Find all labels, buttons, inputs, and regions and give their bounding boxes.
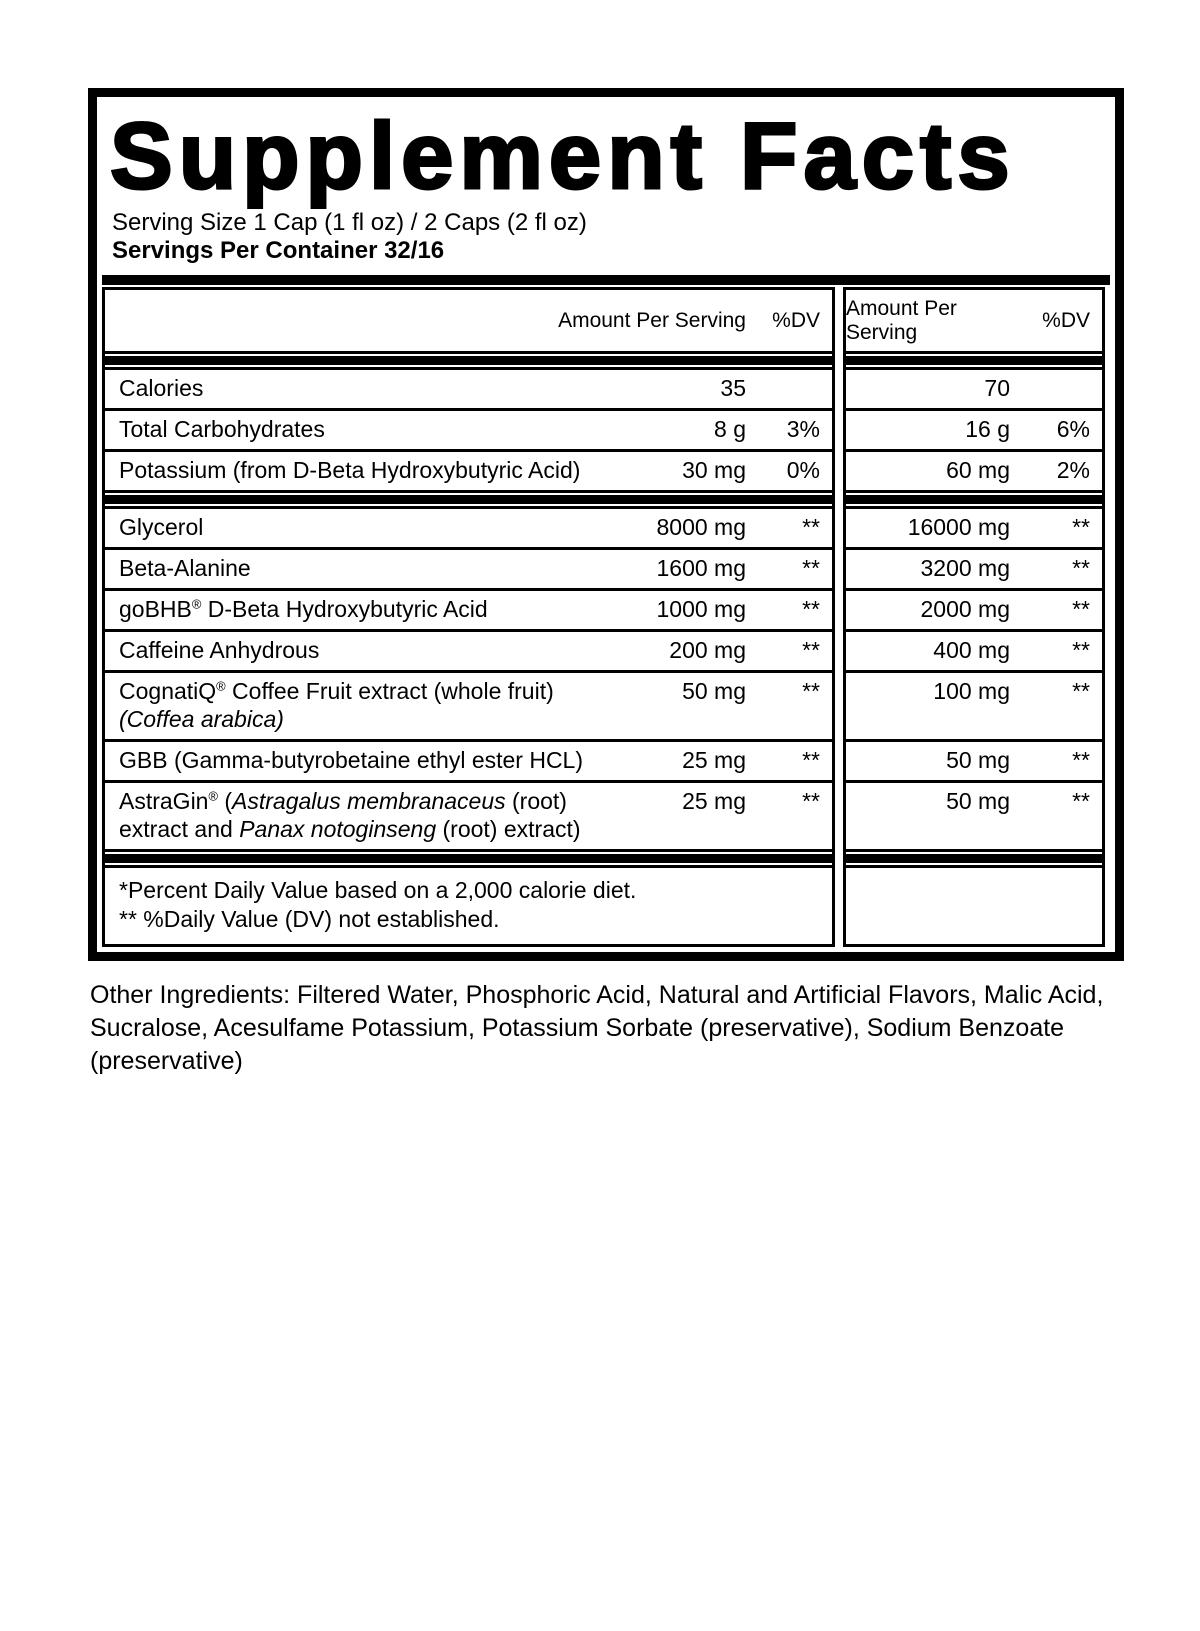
registered-mark: ® [216,678,226,694]
registered-mark: ® [191,596,202,612]
section-divider [102,493,835,506]
label-text: Astragalus membranaceus [232,788,506,814]
amount-value: 400 mg [933,637,1010,663]
table-row-serving1 [102,742,835,783]
percent-dv-header: %DV [772,309,820,332]
title-divider-rule [102,275,1110,285]
table-row-serving2 [843,452,1105,493]
ingredient-label [105,415,626,443]
label-text: (root) extract) [436,816,581,842]
thick-rule [846,356,1102,365]
table-row-serving1 [102,367,835,411]
amount-value: 35 [720,375,746,401]
label-text: goBHB [119,596,192,622]
amount-value: 16 g [965,416,1010,442]
label-text: Panax notoginseng [239,816,437,842]
table-row-serving1 [102,550,835,591]
dv-value: ** [802,514,820,540]
ingredient-label [105,456,626,484]
dv-value: 2% [1056,457,1090,483]
label-text: Caffeine Anhydrous [119,637,320,663]
panel-title: Supplement Facts [110,103,1016,208]
ingredient-label [105,746,626,774]
facts-table [102,287,1110,947]
amount-value: 70 [984,375,1010,401]
ingredient-label [105,787,626,843]
percent-dv-header: %DV [1042,309,1090,332]
table-row-serving2 [843,783,1105,852]
thick-rule [105,495,832,504]
column-header-serving2 [843,287,1105,354]
amount-value: 25 mg [682,788,746,814]
table-row-serving2 [843,742,1105,783]
dv-value: ** [802,596,820,622]
label-text: D-Beta Hydroxybutyric Acid [201,596,488,622]
table-row-serving1 [102,411,835,452]
amount-value: 50 mg [682,678,746,704]
amount-value: 1000 mg [656,596,746,622]
label-text: GBB (Gamma-butyrobetaine ethyl ester HCL) [119,747,584,773]
footnote-line: ** %Daily Value (DV) not established. [119,906,500,932]
table-row-serving2 [843,550,1105,591]
amount-value: 30 mg [682,457,746,483]
dv-value: 3% [786,416,820,442]
dv-value: ** [802,747,820,773]
label-text: CognatiQ [119,678,217,704]
section-divider [102,852,835,865]
label-text: ( [217,788,233,814]
label-text: AstraGin [119,788,209,814]
servings-per-container: Servings Per Container 32/16 [112,237,445,264]
dv-value: 0% [786,457,820,483]
dv-value: ** [802,555,820,581]
label-text: (Coffea arabica) [119,706,284,732]
amount-value: 3200 mg [920,555,1010,581]
ingredient-label [105,677,626,733]
amount-value: 50 mg [946,747,1010,773]
ingredient-label [105,595,626,623]
label-text: (root) extract and [119,788,567,842]
dv-value: ** [1072,747,1090,773]
amount-value: 200 mg [669,637,746,663]
amount-value: 1600 mg [656,555,746,581]
table-row-serving1 [102,452,835,493]
dv-value: ** [1072,637,1090,663]
column-header-serving1 [102,287,835,354]
table-row-serving1 [102,632,835,673]
table-row-serving1 [102,673,835,742]
label-text: Coffee Fruit extract (whole fruit) [225,678,554,704]
dv-value: ** [1072,514,1090,540]
amount-value: 16000 mg [907,514,1010,540]
amount-value: 2000 mg [920,596,1010,622]
amount-per-serving-header: Amount Per Serving [558,309,746,332]
dv-value: 6% [1056,416,1090,442]
amount-value: 8000 mg [656,514,746,540]
thick-rule [105,356,832,365]
section-divider [843,354,1105,367]
amount-value: 60 mg [946,457,1010,483]
amount-value: 8 g [714,416,746,442]
dv-value: ** [1072,596,1090,622]
section-divider [102,354,835,367]
dv-value: ** [802,788,820,814]
dv-value: ** [802,637,820,663]
section-divider [843,493,1105,506]
label-text: Total Carbohydrates [119,416,325,442]
label-text: Beta-Alanine [119,555,251,581]
amount-per-serving-header: Amount Per Serving [846,297,957,344]
other-ingredients: Other Ingredients: Filtered Water, Phosphoric Acid, Natural and Artificial Flavors, Malic Acid, Sucralose, Acesulfame Potassium, Potassium Sorbate (preservative), Sodium Benzoate (preservative) [90,981,1104,1075]
thick-rule [846,854,1102,863]
footnote [102,865,835,947]
label-text: Glycerol [119,514,204,540]
serving-size: Serving Size 1 Cap (1 fl oz) / 2 Caps (2 fl oz) [112,209,587,236]
section-divider [843,852,1105,865]
registered-mark: ® [208,788,218,804]
dv-value: ** [1072,678,1090,704]
supplement-facts-panel [88,88,1124,961]
footnote-empty-cell [843,865,1105,947]
label-text: Potassium (from D-Beta Hydroxybutyric Acid) [119,457,581,483]
ingredient-label [105,374,626,402]
amount-value: 50 mg [946,788,1010,814]
table-row-serving2 [843,411,1105,452]
table-row-serving1 [102,591,835,632]
thick-rule [105,854,832,863]
dv-value: ** [802,678,820,704]
ingredient-label [105,554,626,582]
dv-value: ** [1072,555,1090,581]
table-row-serving2 [843,506,1105,550]
ingredient-label [105,513,626,541]
amount-value: 25 mg [682,747,746,773]
table-row-serving1 [102,783,835,852]
table-row-serving2 [843,673,1105,742]
table-row-serving1 [102,506,835,550]
table-row-serving2 [843,632,1105,673]
label-text: Calories [119,375,204,401]
dv-value: ** [1072,788,1090,814]
table-row-serving2 [843,591,1105,632]
footnote-line: *Percent Daily Value based on a 2,000 calorie diet. [119,877,637,903]
amount-value: 100 mg [933,678,1010,704]
ingredient-label [105,636,626,664]
table-row-serving2 [843,367,1105,411]
thick-rule [846,495,1102,504]
